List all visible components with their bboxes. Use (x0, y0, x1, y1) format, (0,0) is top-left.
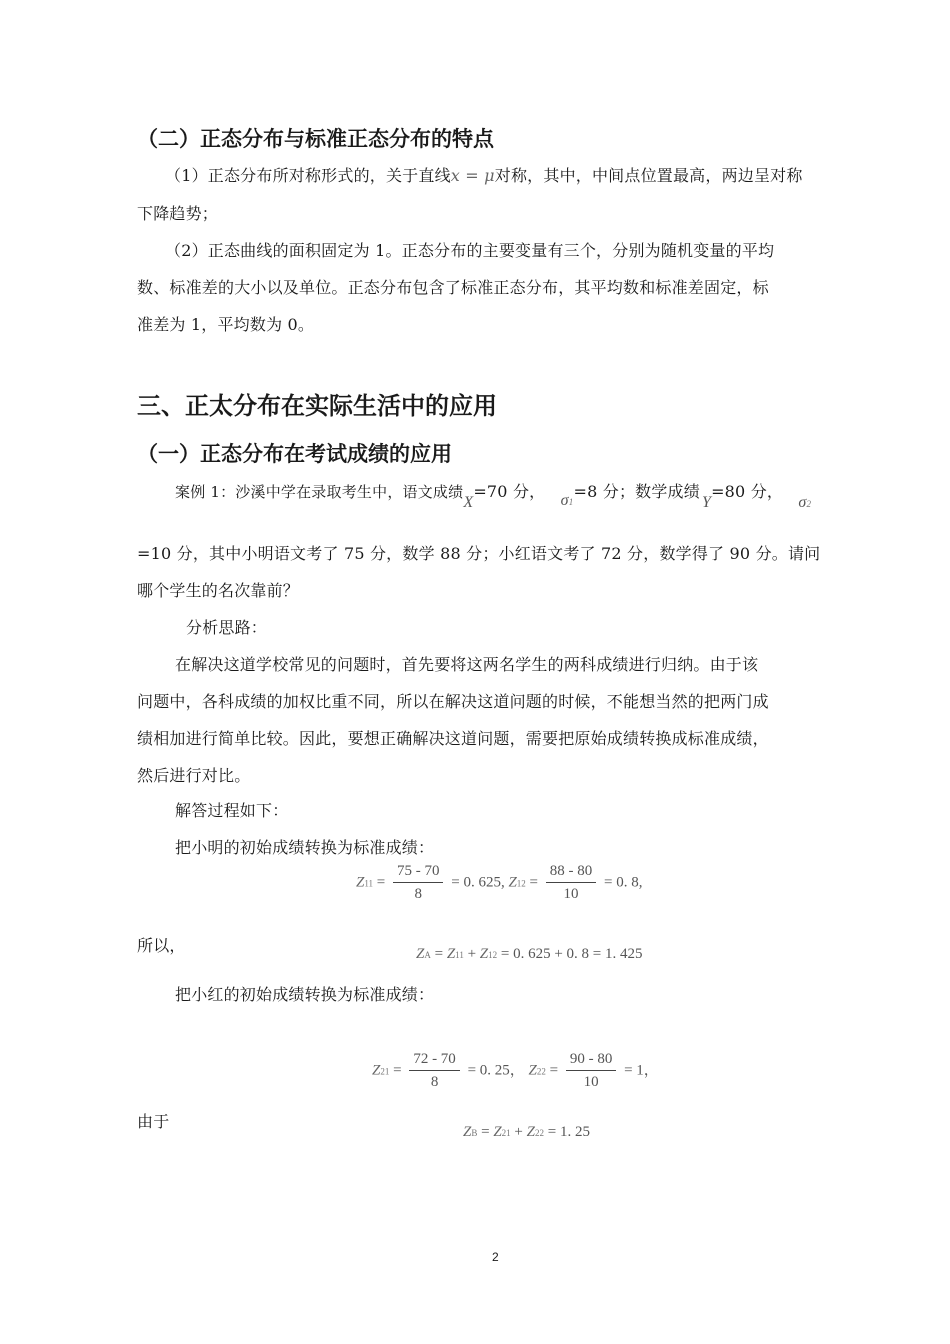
xiaohong-intro: 把小红的初始成绩转换为标准成绩： (175, 985, 435, 1004)
solution-title: 解答过程如下： (175, 801, 289, 820)
case-line-1 (175, 479, 812, 511)
fraction-math: $\frac{88 - 80}{10}$ (546, 863, 597, 903)
page-number: 2 (492, 1250, 499, 1264)
sigma2-symbol: σ2 (798, 494, 812, 511)
paragraph-2-line-3: 准差为 1，平均数为 0。 (137, 315, 315, 334)
fraction-chinese: $\frac{75 - 70}{8}$ (393, 863, 444, 903)
y-value: =80 分， (711, 482, 784, 501)
case-line-3: 哪个学生的名次靠前？ (137, 581, 300, 600)
paragraph-1-suffix: 对称，其中，中间点位置最高，两边呈对称 (494, 166, 803, 185)
sigma1-value: =8 分；数学成绩 (573, 482, 700, 501)
line-formula: x = μ (450, 166, 495, 185)
case-label: 案例 1：沙溪中学在录取考生中，语文成绩 (175, 483, 464, 501)
paragraph-1-line-1 (165, 163, 803, 186)
x-symbol: X (463, 494, 474, 511)
since-label: 由于 (137, 1112, 170, 1131)
equation-xiaoming: Z11 = $\frac{75 - 70}{8}$ = 0. 625, Z12 = $\frac{88 - 80}{10}$ = 0. 8, (356, 863, 643, 902)
paragraph-2-line-2: 数、标准差的大小以及单位。正态分布包含了标准正态分布，其平均数和标准差固定，标 (137, 278, 769, 297)
analysis-line-4: 然后进行对比。 (137, 766, 251, 785)
case-line-2: =10 分，其中小明语文考了 75 分，数学 88 分；小红语文考了 72 分，数学得了 90 分。请问 (137, 544, 821, 563)
equation-sum-b: ZB = Z21 + Z22 = 1. 25 (463, 1124, 590, 1140)
xiaoming-intro: 把小明的初始成绩转换为标准成绩： (175, 838, 435, 857)
analysis-line-1: 在解决这道学校常见的问题时，首先要将这两名学生的两科成绩进行归纳。由于该 (175, 655, 759, 674)
section-heading: （二）正态分布与标准正态分布的特点 (137, 127, 494, 151)
fraction-math-2: $\frac{90 - 80}{10}$ (566, 1051, 617, 1091)
paragraph-1-line-2: 下降趋势； (137, 204, 219, 223)
paragraph-1-prefix: （1）正态分布所对称形式的，关于直线 (165, 166, 451, 185)
equation-xiaohong: Z21 = $\frac{72 - 70}{8}$ = 0. 25， Z22 = $\frac{90 - 80}{10}$ = 1， (372, 1051, 659, 1090)
paragraph-2-line-1: （2）正态曲线的面积固定为 1。正态分布的主要变量有三个，分别为随机变量的平均 (165, 241, 775, 260)
equation-sum-a: ZA = Z11 + Z12 = 0. 625 + 0. 8 = 1. 425 (416, 946, 643, 962)
x-value: =70 分， (473, 482, 546, 501)
sigma1-symbol: σ1 (560, 492, 574, 509)
y-symbol: Y (701, 494, 712, 511)
subsection-heading: （一）正态分布在考试成绩的应用 (137, 442, 452, 466)
fraction-chinese-2: $\frac{72 - 70}{8}$ (409, 1051, 460, 1091)
analysis-title: 分析思路： (186, 618, 268, 637)
chapter-heading: 三、正太分布在实际生活中的应用 (137, 392, 497, 420)
so-label: 所以， (137, 936, 186, 955)
analysis-line-3: 绩相加进行简单比较。因此，要想正确解决这道问题，需要把原始成绩转换成标准成绩， (137, 729, 769, 748)
analysis-line-2: 问题中，各科成绩的加权比重不同，所以在解决这道问题的时候，不能想当然的把两门成 (137, 692, 769, 711)
